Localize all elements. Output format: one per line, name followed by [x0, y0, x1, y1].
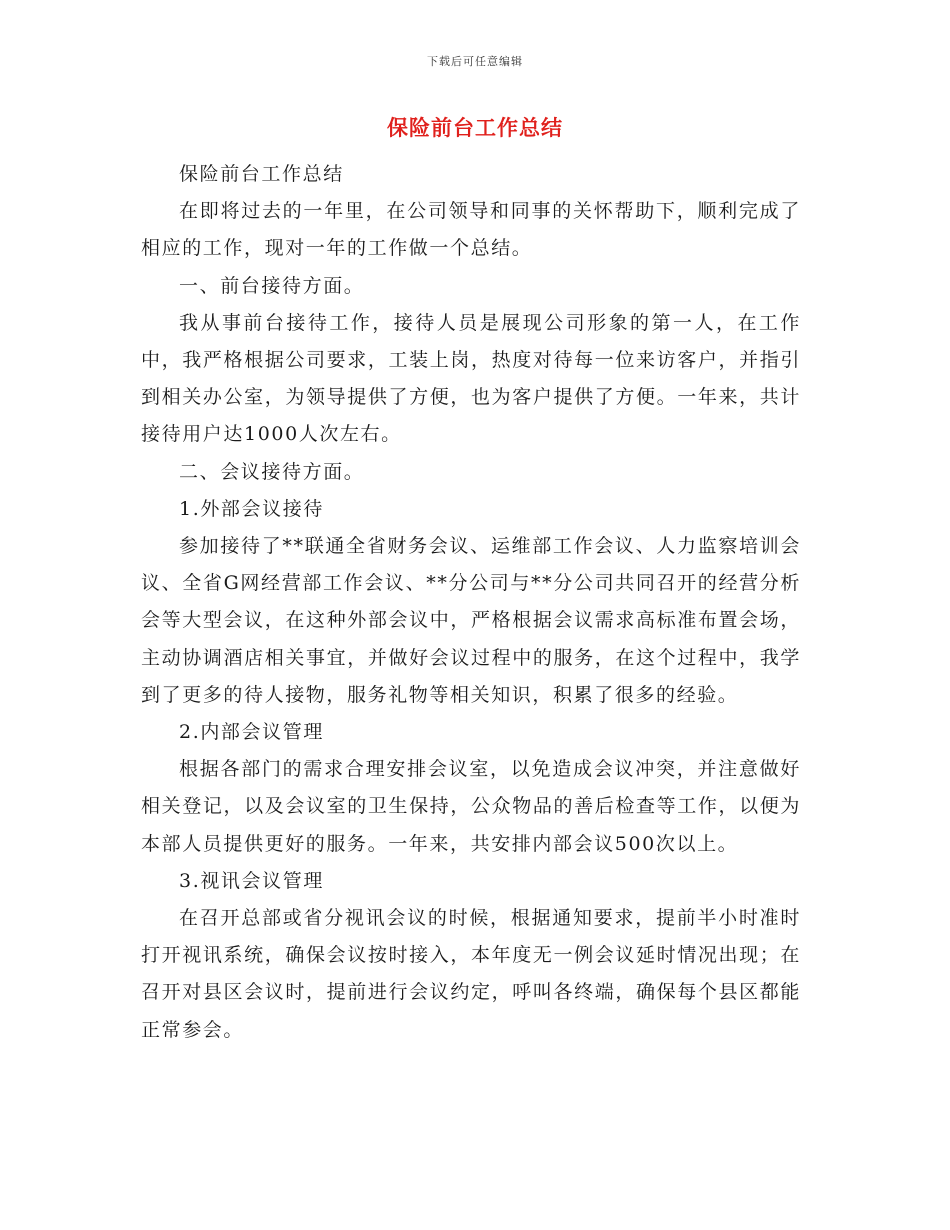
subsection-heading: 2.内部会议管理 [179, 721, 324, 744]
body-paragraph: 参加接待了**联通全省财务会议、运维部工作会议、人力监察培训会议、全省G网经营部工作会议、**分公司与**分公司共同召开的经营分析会等大型会议，在这种外部会议中，严格根据会议需求高标准布置会场，主动协调酒店相关事宜，并做好会议过程中的服务，在这个过程中，我学到了更多的待人接物，服务礼物等相关知识，积累了很多的经验。 [141, 535, 801, 706]
header-note: 下载后可任意编辑 [427, 55, 523, 68]
section-heading: 二、会议接待方面。 [179, 460, 365, 483]
body-paragraph: 根据各部门的需求合理安排会议室，以免造成会议冲突，并注意做好相关登记，以及会议室的卫生保持，公众物品的善后检查等工作，以便为本部人员提供更好的服务。一年来，共安排内部会议500次以上。 [141, 758, 801, 855]
section-heading: 一、前台接待方面。 [179, 274, 365, 297]
body-paragraph: 在即将过去的一年里，在公司领导和同事的关怀帮助下，顺利完成了相应的工作，现对一年的工作做一个总结。 [141, 200, 801, 260]
document-title: 保险前台工作总结 [387, 115, 563, 140]
subsection-heading: 3.视讯会议管理 [179, 869, 324, 892]
body-paragraph: 我从事前台接待工作，接待人员是展现公司形象的第一人，在工作中，我严格根据公司要求，工装上岗，热度对待每一位来访客户，并指引到相关办公室，为领导提供了方便，也为客户提供了方便。一年来，共计接待用户达1000人次左右。 [141, 311, 801, 446]
body-paragraph: 在召开总部或省分视讯会议的时候，根据通知要求，提前半小时准时打开视讯系统，确保会议按时接入，本年度无一例会议延时情况出现；在召开对县区会议时，提前进行会议约定，呼叫各终端，确保每个县区都能正常参会。 [141, 907, 801, 1041]
body-paragraph: 保险前台工作总结 [179, 163, 344, 185]
document-body [141, 156, 801, 1049]
subsection-heading: 1.外部会议接待 [179, 497, 324, 520]
